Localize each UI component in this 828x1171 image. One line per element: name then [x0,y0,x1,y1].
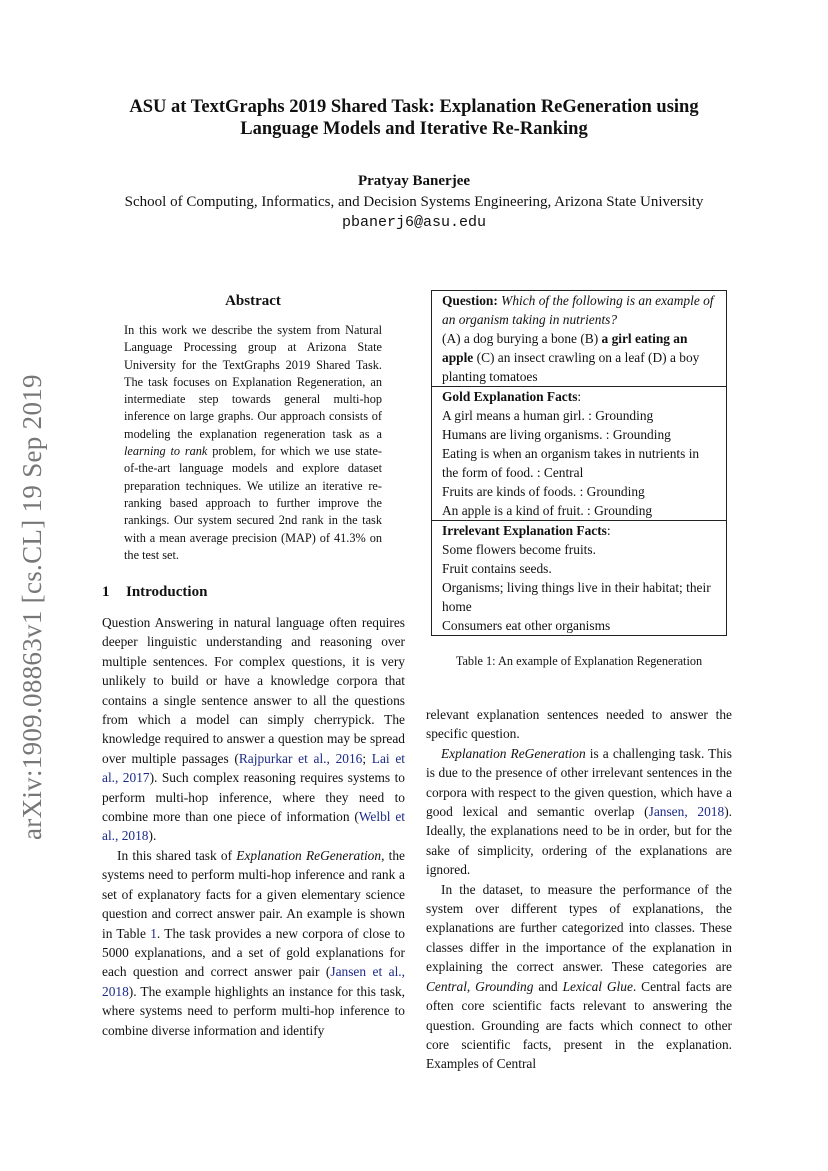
text-run: . Central facts are often core scientific facts relevant to answering the question. Grounding are facts which connect to other core scientific facts, present in the explanation. Examples of Central [426,978,732,1072]
example-table [431,290,727,636]
text-run: is a challenging task. This is due to the presence of other irrelevant sentences in the corpora with respect to the given question, which have a good lexical and semantic overlap ( [426,745,732,820]
irrelevant-fact: Organisms; living things live in their habitat; their home [442,580,711,614]
correct-option: a girl eating an apple [442,331,688,365]
label-colon: : [577,389,582,404]
right-column-body [426,705,732,1074]
left-column-body [102,613,405,1040]
gold-fact: An apple is a kind of fruit. : Grounding [442,503,653,518]
table-reference-link[interactable]: 1 [150,925,157,941]
citation-link[interactable]: Jansen, 2018 [648,804,725,820]
category-term: Central [426,978,467,994]
text-run: ). The example highlights an instance for this task, where systems need to perform multi-hop inference to combine diverse information and identify [102,983,405,1038]
body-paragraph: relevant explanation sentences needed to answer the specific question. [426,707,732,742]
emphasis: Explanation ReGeneration [236,847,382,863]
text-run: . The task provides a new corpora of close to 5000 explanations, and a set of gold explanations for each question and correct answer pair ( [102,925,405,980]
intro-paragraph [102,846,405,1040]
body-paragraph [426,744,732,880]
author-name: Pratyay Banerjee [357,173,471,189]
label-colon: : [606,523,611,538]
citation-link[interactable]: Rajpurkar et al., 2016 [238,750,363,766]
emphasis: Explanation ReGeneration [441,745,586,761]
irrelevant-label: Irrelevant Explanation Facts [442,523,607,538]
gold-label: Gold Explanation Facts [442,389,578,404]
citation-link[interactable]: Welbl et al., 2018 [102,809,405,844]
gold-fact: Eating is when an organism takes in nutrients in the form of food. : Central [442,446,700,480]
gold-fact: A girl means a human girl. : Grounding [442,408,654,423]
irrelevant-fact: Consumers eat other organisms [442,618,611,633]
paper-title-line-1: ASU at TextGraphs 2019 Shared Task: Explanation ReGeneration using [129,97,699,117]
text-run: , the systems need to perform multi-hop inference and rank a set of explanatory facts for a given elementary science question and correct answer pair. An example is shown in Table [102,847,405,941]
question-text: Which of the following is an example of an organism taking in nutrients? [442,293,714,327]
section-number: 1 [102,584,110,600]
text-run: and [533,978,563,994]
intro-paragraph [102,613,405,846]
abstract-heading: Abstract [225,293,281,309]
text-run: Question Answering in natural language often requires deeper linguistic understanding and reasoning over multiple sentences. For complex questions, it is very unlikely to build or have a knowledge corpora that contains a single sentence answer to all the questions from which a model can simply cherrypick. The knowledge required to answer a question may be spread over multiple passages ( [102,615,405,766]
abstract-text-part: problem, for which we use state-of-the-art language models and explore dataset preparation techniques. We utilize an iterative re-ranking based approach to further improve the rankings. Our system secured 2nd rank in the task with a mean average precision (MAP) of 41.3% on the test set. [124,444,382,562]
table-gold-section [432,386,726,520]
text-run: ). [148,828,157,844]
section-heading [102,584,207,601]
citation-link[interactable]: Jansen et al., 2018 [102,964,405,999]
author-email: pbanerj6@asu.edu [341,214,487,231]
paper-title [60,96,768,140]
abstract-emphasis: learning to rank [124,444,208,459]
gold-fact: Humans are living organisms. : Grounding [442,427,671,442]
text-run: In the dataset, to measure the performance of the system over different types of explanations, the explanations are further categorized into classes. These classes differ in the importance of the explanation in explaining the correct answer. These categories are [426,881,732,975]
text-run: ; [362,750,372,766]
abstract-body [124,322,382,564]
irrelevant-fact: Some flowers become fruits. [442,542,596,557]
section-title: Introduction [126,584,208,600]
table-irrelevant-section [432,520,726,635]
text-run: ). Ideally, the explanations need to be in order, but for the sake of simplicity, ordering of the explanations are ignored. [426,804,732,878]
citation-link[interactable]: Lai et al., 2017 [102,750,406,786]
paper-title-line-2: Language Models and Iterative Re-Ranking [240,119,588,139]
table-caption: Table 1: An example of Explanation Regeneration [455,654,703,668]
options-text: (C) an insect crawling on a leaf (D) a boy planting tomatoes [442,350,700,384]
category-term: Lexical Glue [562,978,633,994]
irrelevant-fact: Fruit contains seeds. [442,561,552,576]
options-text: (A) a dog burying a bone (B) [442,331,602,346]
body-paragraph [426,880,732,1074]
text-run: In this shared task of [117,847,237,863]
text-run: , [466,978,476,994]
arxiv-stamp: arXiv:1909.08863v1 [cs.CL] 19 Sep 2019 [17,374,47,840]
text-run: ). Such complex reasoning requires systems to perform multi-hop inference, where they need to combine more than one piece of information ( [102,770,405,825]
question-label: Question: [442,293,498,308]
category-term: Grounding [475,978,534,994]
gold-fact: Fruits are kinds of foods. : Grounding [442,484,645,499]
table-question-section [432,291,726,386]
abstract-text-part: In this work we describe the system from Natural Language Processing group at Arizona State University for the TextGraphs 2019 Shared Task. The task focuses on Explanation Regeneration, an intermediate step towards general multi-hop inference on large graphs. Our approach consists of modeling the explanation regeneration task as a [124,323,382,441]
author-affiliation: School of Computing, Informatics, and Decision Systems Engineering, Arizona State University [124,194,704,210]
